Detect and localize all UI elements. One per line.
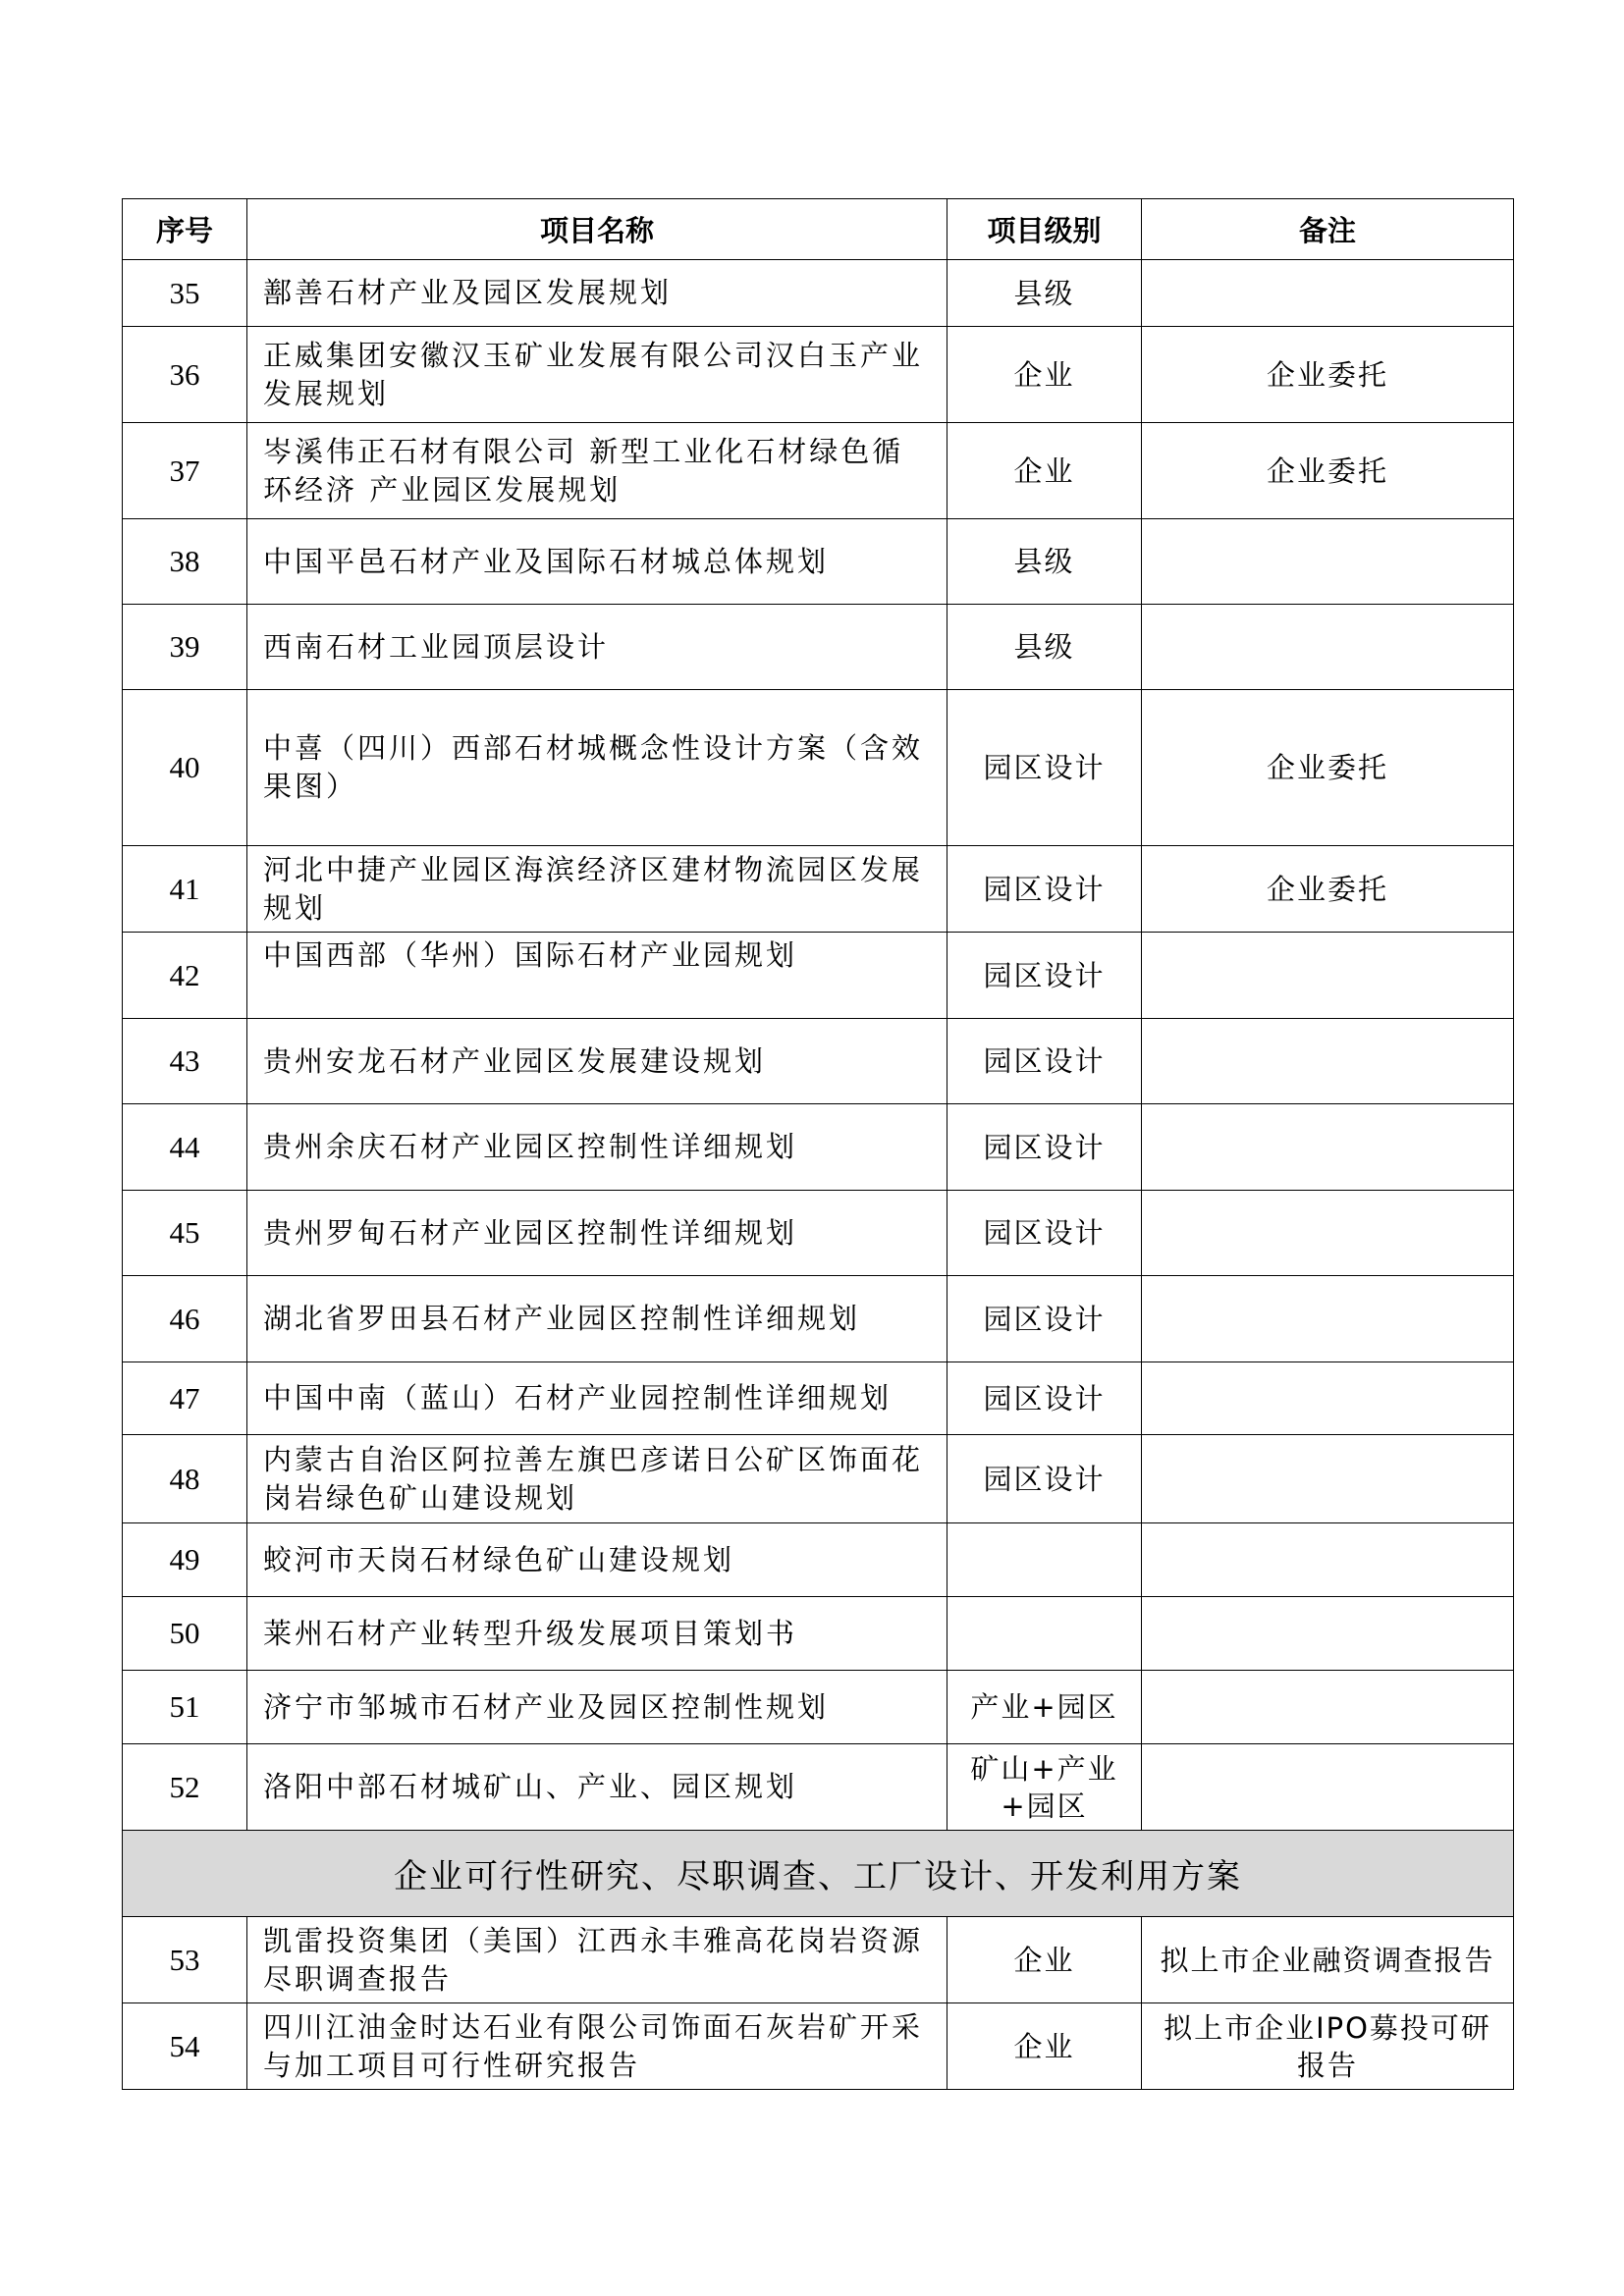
row-num: 48 xyxy=(123,1435,247,1523)
row-name: 西南石材工业园顶层设计 xyxy=(247,605,947,690)
row-note xyxy=(1142,1597,1514,1671)
table-row xyxy=(123,1019,1514,1104)
table-row xyxy=(123,690,1514,846)
row-num: 54 xyxy=(123,2003,247,2090)
table-row xyxy=(123,2003,1514,2090)
project-table xyxy=(122,198,1514,2090)
row-num: 39 xyxy=(123,605,247,690)
row-level xyxy=(947,1597,1142,1671)
row-note xyxy=(1142,1744,1514,1831)
table-row xyxy=(123,605,1514,690)
row-note xyxy=(1142,1191,1514,1276)
row-num: 51 xyxy=(123,1671,247,1744)
row-name: 正威集团安徽汉玉矿业发展有限公司汉白玉产业发展规划 xyxy=(247,327,947,423)
table-row xyxy=(123,933,1514,1019)
row-name: 中喜（四川）西部石材城概念性设计方案（含效果图） xyxy=(247,690,947,846)
row-name: 洛阳中部石材城矿山、产业、园区规划 xyxy=(247,1744,947,1831)
table-row xyxy=(123,1917,1514,2003)
row-name: 莱州石材产业转型升级发展项目策划书 xyxy=(247,1597,947,1671)
row-note xyxy=(1142,1435,1514,1523)
row-note: 企业委托 xyxy=(1142,690,1514,846)
table-row xyxy=(123,1671,1514,1744)
row-level: 县级 xyxy=(947,519,1142,605)
row-note xyxy=(1142,933,1514,1019)
row-name: 贵州罗甸石材产业园区控制性详细规划 xyxy=(247,1191,947,1276)
row-note xyxy=(1142,1276,1514,1362)
row-name: 岑溪伟正石材有限公司 新型工业化石材绿色循环经济 产业园区发展规划 xyxy=(247,423,947,519)
row-name: 贵州余庆石材产业园区控制性详细规划 xyxy=(247,1104,947,1191)
project-table-page xyxy=(122,198,1513,2090)
row-note xyxy=(1142,1362,1514,1435)
table-row xyxy=(123,1191,1514,1276)
row-name: 凯雷投资集团（美国）江西永丰雅高花岗岩资源尽职调查报告 xyxy=(247,1917,947,2003)
row-num: 38 xyxy=(123,519,247,605)
row-level: 企业 xyxy=(947,1917,1142,2003)
row-note: 企业委托 xyxy=(1142,327,1514,423)
row-level: 园区设计 xyxy=(947,1191,1142,1276)
row-note xyxy=(1142,519,1514,605)
row-level: 企业 xyxy=(947,2003,1142,2090)
row-level: 园区设计 xyxy=(947,1104,1142,1191)
row-level: 矿山+产业+园区 xyxy=(947,1744,1142,1831)
table-header-row xyxy=(123,199,1514,260)
row-level: 园区设计 xyxy=(947,1276,1142,1362)
row-num: 42 xyxy=(123,933,247,1019)
row-level: 园区设计 xyxy=(947,1362,1142,1435)
row-num: 52 xyxy=(123,1744,247,1831)
table-row xyxy=(123,846,1514,933)
row-num: 50 xyxy=(123,1597,247,1671)
table-row xyxy=(123,1744,1514,1831)
row-note: 拟上市企业IPO募投可研报告 xyxy=(1142,2003,1514,2090)
table-row xyxy=(123,327,1514,423)
row-level: 园区设计 xyxy=(947,1435,1142,1523)
row-name: 济宁市邹城市石材产业及园区控制性规划 xyxy=(247,1671,947,1744)
row-name: 蛟河市天岗石材绿色矿山建设规划 xyxy=(247,1523,947,1597)
row-num: 44 xyxy=(123,1104,247,1191)
table-row xyxy=(123,260,1514,327)
row-num: 47 xyxy=(123,1362,247,1435)
row-level: 园区设计 xyxy=(947,690,1142,846)
row-note xyxy=(1142,260,1514,327)
row-num: 43 xyxy=(123,1019,247,1104)
row-num: 41 xyxy=(123,846,247,933)
row-level: 产业+园区 xyxy=(947,1671,1142,1744)
row-level: 企业 xyxy=(947,327,1142,423)
row-level: 县级 xyxy=(947,260,1142,327)
row-num: 36 xyxy=(123,327,247,423)
table-row xyxy=(123,1435,1514,1523)
row-num: 46 xyxy=(123,1276,247,1362)
row-num: 49 xyxy=(123,1523,247,1597)
table-row xyxy=(123,1104,1514,1191)
section-row xyxy=(123,1831,1514,1917)
row-name: 河北中捷产业园区海滨经济区建材物流园区发展规划 xyxy=(247,846,947,933)
row-note xyxy=(1142,1523,1514,1597)
table-row xyxy=(123,1597,1514,1671)
section-heading: 企业可行性研究、尽职调查、工厂设计、开发利用方案 xyxy=(123,1831,1514,1917)
row-num: 53 xyxy=(123,1917,247,2003)
row-level: 园区设计 xyxy=(947,846,1142,933)
table-row xyxy=(123,1276,1514,1362)
table-row xyxy=(123,423,1514,519)
header-level: 项目级别 xyxy=(947,199,1142,260)
row-level: 企业 xyxy=(947,423,1142,519)
row-num: 45 xyxy=(123,1191,247,1276)
row-num: 35 xyxy=(123,260,247,327)
row-name: 中国中南（蓝山）石材产业园控制性详细规划 xyxy=(247,1362,947,1435)
table-row xyxy=(123,519,1514,605)
row-name: 湖北省罗田县石材产业园区控制性详细规划 xyxy=(247,1276,947,1362)
row-num: 40 xyxy=(123,690,247,846)
row-name: 中国西部（华州）国际石材产业园规划 xyxy=(247,933,947,1019)
row-name: 贵州安龙石材产业园区发展建设规划 xyxy=(247,1019,947,1104)
row-note xyxy=(1142,1019,1514,1104)
row-name: 中国平邑石材产业及国际石材城总体规划 xyxy=(247,519,947,605)
row-name: 四川江油金时达石业有限公司饰面石灰岩矿开采与加工项目可行性研究报告 xyxy=(247,2003,947,2090)
row-level xyxy=(947,1523,1142,1597)
table-row xyxy=(123,1523,1514,1597)
row-name: 鄯善石材产业及园区发展规划 xyxy=(247,260,947,327)
header-note: 备注 xyxy=(1142,199,1514,260)
table-row xyxy=(123,1362,1514,1435)
row-name: 内蒙古自治区阿拉善左旗巴彦诺日公矿区饰面花岗岩绿色矿山建设规划 xyxy=(247,1435,947,1523)
row-level: 县级 xyxy=(947,605,1142,690)
row-level: 园区设计 xyxy=(947,1019,1142,1104)
row-note xyxy=(1142,1104,1514,1191)
row-note: 企业委托 xyxy=(1142,846,1514,933)
row-note: 企业委托 xyxy=(1142,423,1514,519)
row-note: 拟上市企业融资调查报告 xyxy=(1142,1917,1514,2003)
row-level: 园区设计 xyxy=(947,933,1142,1019)
row-note xyxy=(1142,605,1514,690)
header-num: 序号 xyxy=(123,199,247,260)
row-num: 37 xyxy=(123,423,247,519)
header-name: 项目名称 xyxy=(247,199,947,260)
row-note xyxy=(1142,1671,1514,1744)
